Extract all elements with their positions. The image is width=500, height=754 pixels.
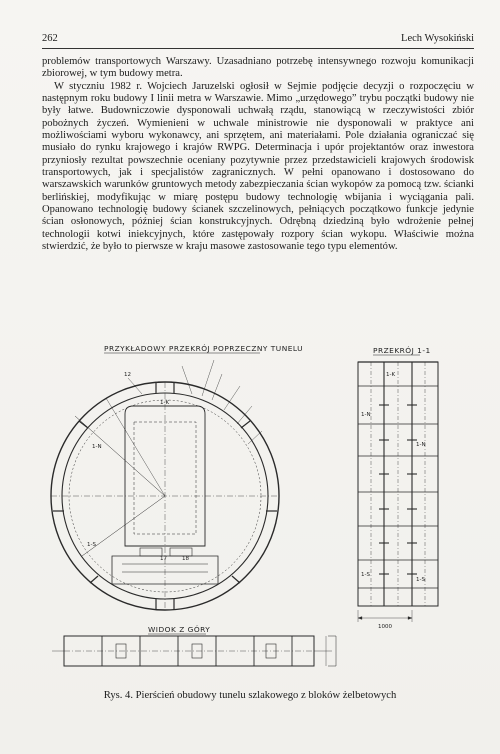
dimension-label: 1000 (378, 624, 392, 630)
section-label: 1-S (361, 572, 370, 578)
ring-label: 1-N (92, 444, 102, 450)
ring-label: 17 (160, 556, 167, 562)
figure-caption: Rys. 4. Pierścień obudowy tunelu szlakowego z bloków żelbetowych (103, 690, 397, 701)
section-label: 1-N (361, 412, 371, 418)
header-rule (42, 48, 474, 49)
running-header (42, 33, 474, 47)
page-number: 262 (42, 33, 58, 44)
top-view-title: WIDOK Z GÓRY (148, 625, 211, 634)
section-label: 1-K (386, 372, 396, 378)
body-text (42, 56, 474, 254)
section-label: 1-N (416, 442, 426, 448)
technical-drawing (42, 336, 478, 676)
ring-label: 1-K (160, 400, 170, 406)
ring-label: 18 (182, 556, 189, 562)
tunnel-ring-figure (42, 336, 478, 676)
cross-section-title: PRZYKŁADOWY PRZEKRÓJ POPRZECZNY TUNELU (104, 344, 304, 353)
running-author: Lech Wysokiński (401, 33, 474, 44)
section-title: PRZEKRÓJ 1-1 (373, 346, 431, 355)
paragraph: W styczniu 1982 r. Wojciech Jaruzelski ogłosił w Sejmie podjęcie decyzji o rozpoczęciu w następnym roku budowy I linii metra w Warszawie. Mimo „urzędowego” trybu początki budowy nie były łatwe. Budowniczowie dysponowali uchwałą rządu, stanowiącą w rzeczywistości zbiór pobożnych życzeń. Wymienieni w uchwale ministrowie nie dysponowali w praktyce ani możliwościami wyboru wykonawcy, ani sprzętem, ani materiałami. Pole działania ograniczać się musiało do rynku krajowego i krajów RWPG. Determinacja i upór projektantów oraz inwestora przyniosły rezultat powszechnie oceniany pozytywnie przez przedstawicieli krajowych środowisk transportowych, jak i specjalistów zagranicznych. W pełni opanowano i dostosowano do warszawskich warunków gruntowych metody zabezpieczania ścian wykopów za pomocą tzw. ścianki berlińskiej, modyfikując w miarę postępu budowy technologię wbijania i wyciągania pali. Opanowano technologię budowy ścianek szczelinowych, pełniących początkowo funkcje jedynie ścian osłonowych, później ścian konstrukcyjnych. Odrębną dziedziną było wdrożenie pełnej technologii kotwi iniekcyjnych, które zastępowały rozpory ścian wykopu. Właściwie można stwierdzić, że było to pierwsze w kraju masowe zastosowanie tego typu elementów. (42, 80, 474, 253)
ring-label: 1-S (87, 542, 96, 548)
section-label: 1-S (416, 577, 425, 583)
paragraph: problemów transportowych Warszawy. Uzasadniano potrzebę intensywnego rozwoju komunikacji zbiorowej, w tym budowy metra. (42, 56, 474, 80)
ring-label: 12 (124, 372, 131, 378)
